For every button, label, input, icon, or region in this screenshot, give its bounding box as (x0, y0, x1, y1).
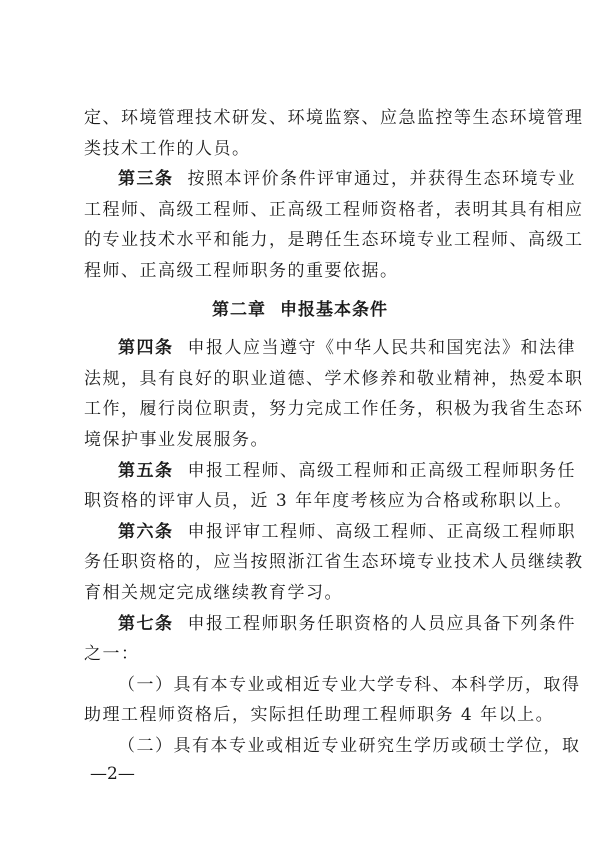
article-label: 第五条 (118, 461, 174, 481)
page-number: —2— (90, 764, 135, 784)
text-line: 的专业技术水平和能力，是聘任生态环境专业工程师、高级工 (84, 230, 584, 250)
text-line: 工作，履行岗位职责，努力完成工作任务，积极为我省生态环 (84, 399, 584, 419)
text-line: 育相关规定完成继续教育学习。 (84, 583, 343, 603)
article-label: 第三条 (118, 169, 174, 189)
text-line: 务任职资格的，应当按照浙江省生态环境专业技术人员继续教 (84, 552, 584, 572)
text-line: 之一： (84, 644, 140, 664)
text-line: 类技术工作的人员。 (84, 139, 251, 159)
article-label: 第七条 (118, 614, 174, 634)
article-7 (118, 612, 576, 636)
text-line: 法规，具有良好的职业道德、学术修养和敬业精神，热爱本职 (84, 369, 584, 389)
article-label: 第六条 (118, 522, 174, 542)
text-line: 境保护事业发展服务。 (84, 430, 269, 450)
article-6 (118, 520, 576, 544)
text-line: 程师、正高级工程师职务的重要依据。 (84, 261, 399, 281)
article-text: 申报人应当遵守《中华人民共和国宪法》和法律 (187, 338, 576, 358)
chapter-number: 第二章 (212, 300, 266, 320)
article-4 (118, 336, 576, 360)
article-text: 申报评审工程师、高级工程师、正高级工程师职 (187, 522, 576, 542)
list-item: （二）具有本专业或相近专业研究生学历或硕士学位，取 (118, 736, 581, 756)
chapter-heading (0, 298, 600, 322)
chapter-title: 申报基本条件 (280, 300, 388, 320)
text-line: 工程师、高级工程师、正高级工程师资格者，表明其具有相应 (84, 200, 584, 220)
text-line: 定、环境管理技术研发、环境监察、应急监控等生态环境管理 (84, 108, 584, 128)
text-line: 职资格的评审人员，近 3 年年度考核应为合格或称职以上。 (84, 491, 573, 511)
text-line: 助理工程师资格后，实际担任助理工程师职务 4 年以上。 (84, 705, 555, 725)
article-label: 第四条 (118, 338, 174, 358)
list-item: （一）具有本专业或相近专业大学专科、本科学历，取得 (118, 675, 581, 695)
article-text: 按照本评价条件评审通过，并获得生态环境专业 (187, 169, 576, 189)
article-text: 申报工程师职务任职资格的人员应具备下列条件 (187, 614, 576, 634)
article-5 (118, 459, 576, 483)
article-text: 申报工程师、高级工程师和正高级工程师职务任 (187, 461, 576, 481)
article-3 (118, 167, 576, 191)
